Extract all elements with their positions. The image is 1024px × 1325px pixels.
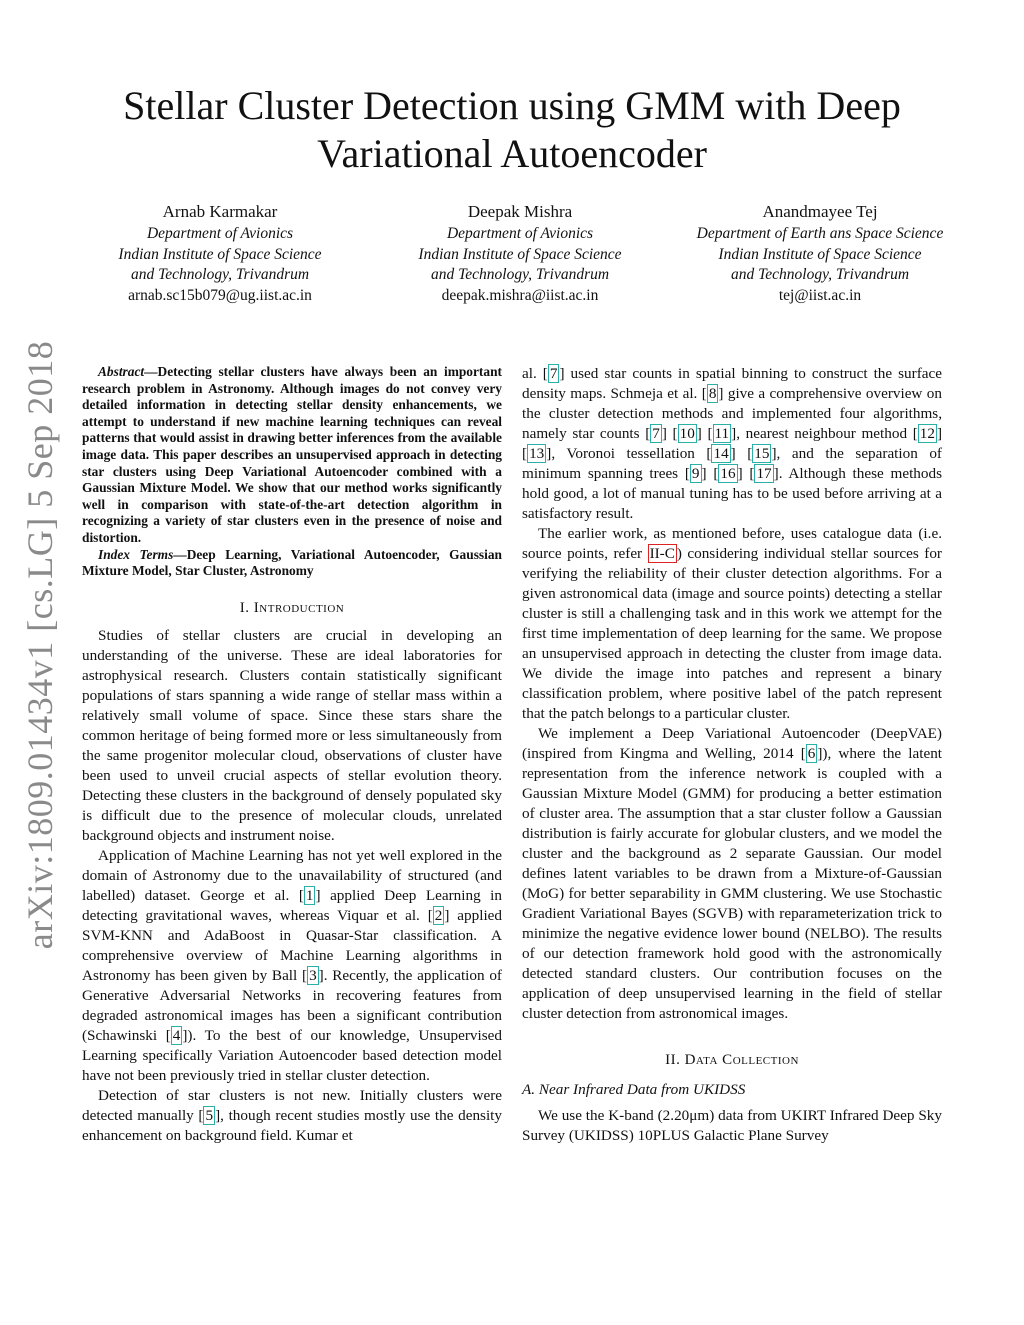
left-column (82, 364, 502, 1146)
author-3 (680, 200, 960, 306)
citation-link[interactable]: 10 (679, 425, 695, 442)
text-run: Detection of star clusters is not new. Initially clusters were detected manually (82, 1086, 502, 1124)
citation-link[interactable]: 8 (708, 385, 717, 402)
section-number: I. (239, 599, 250, 616)
author-email: tej@iist.ac.in (778, 286, 862, 304)
text-run: , and the separation of minimum spanning trees (522, 445, 942, 482)
abstract (82, 364, 502, 547)
citation-link[interactable]: 6 (807, 745, 816, 762)
author-name: Arnab Karmakar (162, 202, 278, 221)
index-terms-label: Index Terms (98, 546, 174, 562)
author-email: deepak.mishra@iist.ac.in (441, 286, 599, 304)
author-institute-location: and Technology, Trivandrum (130, 266, 310, 283)
author-block (80, 200, 960, 306)
right-column (522, 364, 942, 1146)
section-heading-data-collection (522, 1050, 942, 1070)
paragraph: Studies of stellar clusters are crucial in developing an understanding of the universe. These are ideal laboratories for astrophysical research. Clusters contain statistically significant populations of stars spanning a wide range of stellar mass within a relatively small volume of space. Since these stars share the common heritage of being formed more or less simultaneously from the same progenitor molecular cloud, observations of cluster have been used to unveil crucial aspects of stellar evolution theory. Detecting these clusters in the background of densely populated sky is difficult due to the presence of molecular clouds, unrelated background objects and instrument noise. (82, 626, 502, 844)
citation-link[interactable]: 7 (652, 425, 660, 442)
author-2 (380, 200, 660, 306)
author-institute: Indian Institute of Space Science (418, 245, 622, 263)
subsection-heading: A. Near Infrared Data from UKIDSS (522, 1081, 746, 1098)
text-run: Application of Machine Learning has not yet well explored in the domain of Astronomy due to the unavailability of structured (and labelled) dataset. George et al. (82, 846, 502, 904)
section-reference-link[interactable]: II-C (649, 545, 675, 562)
author-department: Department of Avionics (446, 225, 594, 242)
text-run: ), where the latent representation from the inference network is coupled with a Gaussian Mixture Model (GMM) for producing a better estimation of cluster area. The assumption that a star cluster follow a Gaussian distribution is fairly accurate for globular clusters, and we model the cluster and the background as 2 separate Gaussian. Our model defines latent variables to be drawn from a Mixture-of-Gaussian (MoG) for better separability in GMM clustering. We use Stochastic Gradient Variational Bayes (SGVB) with reparameterization trick to minimize the negative evidence lower bound (NELBO). The results of our detection framework hold good with the astronomically detected standard clusters. Our contribution focuses on the application of deep unsupervised learning in the field of stellar cluster detection from astronomical images. (522, 745, 943, 1022)
author-department: Department of Avionics (146, 225, 294, 242)
citation-link[interactable]: 13 (529, 445, 545, 462)
text-run: ). To the best of our knowledge, Unsupervised Learning specifically Variation Autoencoder based detection model have not been previously tried in stellar cluster detection. (82, 1026, 502, 1084)
title-line-1: Stellar Cluster Detection using GMM with Deep (123, 83, 901, 128)
text-run: , nearest neighbour method (736, 425, 913, 442)
title-line-2: Variational Autoencoder (317, 131, 707, 176)
author-institute: Indian Institute of Space Science (718, 245, 922, 263)
paragraph: We use the K-band (2.20μm) data from UKIRT Infrared Deep Sky Survey (UKIDSS) 10PLUS Galactic Plane Survey (522, 1107, 942, 1144)
arxiv-sidebar-stamp: arXiv:1809.01434v1 [cs.LG] 5 Sep 2018 (20, 340, 60, 950)
paragraph (522, 524, 942, 724)
citation-link[interactable]: 5 (205, 1106, 214, 1124)
author-institute-location: and Technology, Trivandrum (430, 266, 610, 283)
author-1 (80, 200, 360, 306)
text-run: give a comprehensive overview on the cluster detection methods and implemented four algorithms, namely star counts (522, 385, 942, 442)
citation-link[interactable]: 4 (172, 1026, 181, 1044)
citation-link[interactable]: 17 (756, 465, 772, 482)
abstract-label: Abstract (98, 364, 145, 379)
text-run: used star counts in spatial binning to construct the surface density maps. Schmeja et al. (522, 365, 942, 402)
paragraph: Detection of star clusters is not new. Initially clusters were detected manually [ 5 ], though recent studies mostly use the density enhancement on background field. Kumar et (82, 1086, 502, 1144)
abstract-text: —Detecting stellar clusters have always been an important research problem in Astronomy. Although images do not convey very detailed information in detecting stellar density enhancements, we attempt to understand if new machine learning techniques can reveal patterns that would assist in drawing better inferences from the available image data. This paper describes an unsupervised approach in detecting star clusters using Deep Variational Autoencoder combined with a Gaussian Mixture Model. We show that our method works significantly well in comparison with state-of-the-art detection algorithm in recognizing a variety of star clusters even in the presence of noise and distortion. (82, 364, 502, 545)
text-run: . Recently, the application of Generative Adversarial Networks in recovering features from degraded astronomical images has been a significant contribution (Schawinski (82, 966, 502, 1044)
author-name: Anandmayee Tej (762, 202, 878, 221)
author-institute-location: and Technology, Trivandrum (730, 266, 910, 283)
citation-link[interactable]: 7 (549, 365, 558, 382)
paragraph: Application of Machine Learning has not yet well explored in the domain of Astronomy due to the unavailability of structured (and labelled) dataset. George et al. [ 1 ] applied Deep Learning in detecting gravitational waves, whereas Viquar et al. [ 2 ] applied SVM-KNN and AdaBoost in Quasar-Star classification. A comprehensive overview of Machine Learning algorithms in Astronomy has been given by Ball [ 3 ]. Recently, the application of Generative Adversarial Networks in recovering features from degraded astronomical images has been a significant contribution (Schawinski [ 4 ]). To the best of our knowledge, Unsupervised Learning specifically Variation Autoencoder based detection model have not been previously tried in stellar cluster detection. (82, 846, 503, 1084)
citation-link[interactable]: 16 (720, 465, 736, 482)
text-run: ) considering individual stellar sources for verifying the reliability of their cluster detection algorithms. For a given astronomical data (image and source points) detecting a stellar cluster is still a challenging task and in this work we attempt for the first time implementation of deep learning for the same. We propose an unsupervised approach in detecting the cluster from image data. We divide the image into patches and represent a binary classification problem, where positive label of the patch represent that the patch belongs to a particular cluster. (522, 545, 942, 722)
index-terms (82, 547, 502, 580)
section-heading-introduction (82, 598, 502, 618)
citation-link[interactable]: 9 (691, 465, 700, 482)
text-run: We implement a Deep Variational Autoencoder (DeepVAE) (inspired from Kingma and Welling, 2014 (522, 725, 942, 762)
author-department: Department of Earth ans Space Science (696, 225, 944, 242)
text-run: , Voronoi tessellation (551, 445, 707, 462)
paragraph: al. [ 7 ] used star counts in spatial binning to construct the surface density maps. Schmeja et al. [ 8 ] give a comprehensive overview on the cluster detection methods and implemented four algorithms, namely star counts [ 7 ] [ 10 ] [ 11 ], nearest neighbour method [ 12 ] [ 13 ], Voronoi tessellation [ 14 ] [ 15 ], and the separation of minimum spanning trees [ 9 ] [ 16 ] [ 17 ]. Although these methods hold good, a lot of manual tuning has to be used before arriving at a satisfactory result. (522, 365, 942, 522)
citation-link[interactable]: 12 (919, 425, 935, 442)
citation-link[interactable]: 1 (305, 886, 314, 904)
text-run: . Although these methods hold good, a lot of manual tuning has to be used before arriving at a satisfactory result. (522, 465, 942, 522)
citation-link[interactable]: 11 (714, 425, 730, 442)
text-run: The earlier work, as mentioned before, uses catalogue data (i.e. source points, refer (522, 525, 942, 562)
section-title: Introduction (253, 599, 345, 616)
section-number: II. (665, 1052, 681, 1068)
index-terms-text: —Deep Learning, Variational Autoencoder, Gaussian Mixture Model, Star Cluster, Astronomy (82, 546, 502, 579)
author-email: arnab.sc15b079@ug.iist.ac.in (128, 286, 312, 304)
citation-link[interactable]: 15 (754, 445, 770, 462)
text-run: , though recent studies mostly use the density enhancement on background field. Kumar et (82, 1106, 502, 1144)
text-run: applied Deep Learning in detecting gravitational waves, whereas Viquar et al. (82, 886, 502, 924)
author-institute: Indian Institute of Space Science (118, 245, 322, 263)
text-run: al. (522, 365, 543, 382)
citation-link[interactable]: 3 (309, 966, 317, 984)
text-run: applied SVM-KNN and AdaBoost in Quasar-Star classification. A comprehensive overview of Machine Learning algorithms in Astronomy has been given by Ball (82, 906, 503, 984)
citation-link[interactable]: 14 (713, 445, 729, 462)
author-name: Deepak Mishra (467, 202, 573, 221)
paragraph: We implement a Deep Variational Autoencoder (DeepVAE) (inspired from Kingma and Welling, 2014 [ 6 ]), where the latent representation from the inference network is coupled with a Gaussian Mixture Model (GMM) for producing a better estimation of cluster area. The assumption that a star cluster follow a Gaussian distribution is fairly accurate for globular clusters, and we model the cluster and the background as 2 separate Gaussian. Our model defines latent variables to be drawn from a Mixture-of-Gaussian (MoG) for better separability in GMM clustering. We use Stochastic Gradient Variational Bayes (SGVB) with reparameterization trick to minimize the negative evidence lower bound (NELBO). The results of our detection framework hold good with the astronomically detected standard clusters. Our contribution focuses on the application of deep unsupervised learning in the field of stellar cluster detection from astronomical images. (522, 725, 943, 1022)
section-title: Data Collection (684, 1052, 799, 1068)
paper-title (0, 82, 1024, 178)
citation-link[interactable]: 2 (434, 906, 443, 924)
